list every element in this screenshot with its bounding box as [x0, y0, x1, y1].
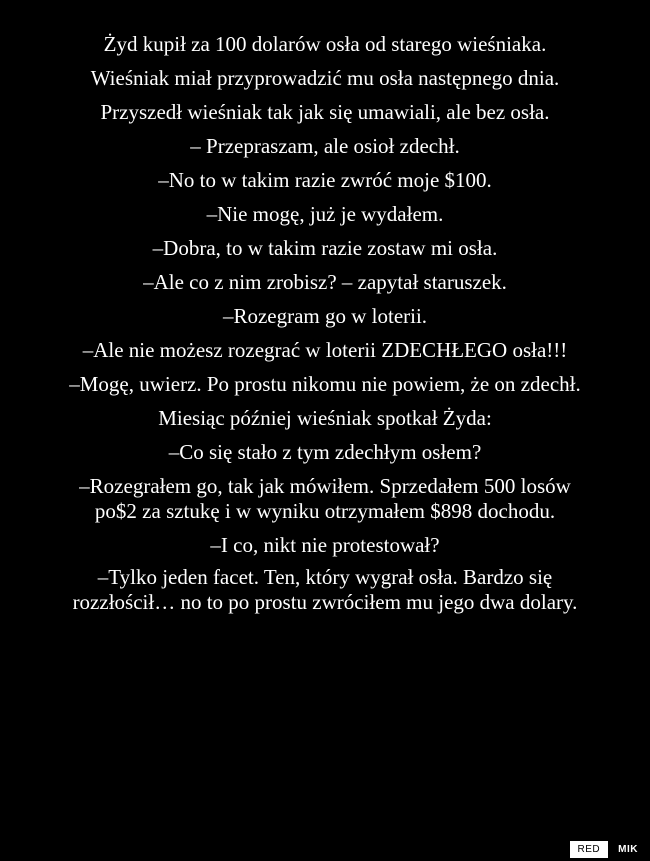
- story-line: –Tylko jeden facet. Ten, który wygrał osła. Bardzo się rozzłościł… no to po prostu zwróciłem mu jego dwa dolary.: [72, 565, 578, 614]
- story-line: Miesiąc później wieśniak spotkał Żyda:: [158, 406, 492, 430]
- story-line: –Rozegrałem go, tak jak mówiłem. Sprzedałem 500 losów po$2 za sztukę i w wyniku otrzymałem $898 dochodu.: [79, 474, 571, 523]
- story-line: Przyszedł wieśniak tak jak się umawiali, ale bez osła.: [100, 100, 550, 124]
- story-line: –Mogę, uwierz. Po prostu nikomu nie powiem, że on zdechł.: [69, 372, 581, 396]
- story-line: –No to w takim razie zwróć moje $100.: [158, 168, 492, 192]
- story-line: –Dobra, to w takim razie zostaw mi osła.: [152, 236, 498, 260]
- joke-text: [58, 32, 592, 624]
- watermark-red-label: RED: [570, 841, 609, 858]
- story-line: –I co, nikt nie protestował?: [210, 533, 440, 557]
- watermark-mik-label: MIK: [618, 844, 638, 855]
- story-line: Żyd kupił za 100 dolarów osła od starego wieśniaka.: [103, 32, 547, 56]
- site-watermark-logo: [570, 841, 642, 858]
- story-line: –Co się stało z tym zdechłym osłem?: [168, 440, 482, 464]
- story-line: Wieśniak miał przyprowadzić mu osła następnego dnia.: [90, 66, 560, 90]
- story-line: –Ale nie możesz rozegrać w loterii ZDECHŁEGO osła!!!: [82, 338, 568, 362]
- story-line: – Przepraszam, ale osioł zdechł.: [190, 134, 460, 158]
- story-line: –Nie mogę, już je wydałem.: [206, 202, 444, 226]
- story-line: –Ale co z nim zrobisz? – zapytał staruszek.: [143, 270, 507, 294]
- story-line: –Rozegram go w loterii.: [222, 304, 428, 328]
